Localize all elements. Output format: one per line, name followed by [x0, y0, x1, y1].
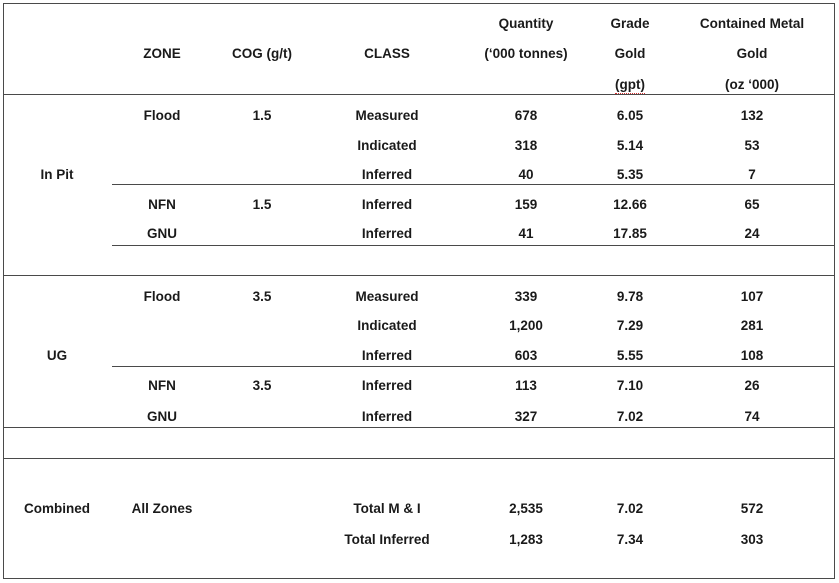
- zone-cell: All Zones: [131, 501, 193, 516]
- class-cell: Indicated: [357, 138, 417, 153]
- metal-cell: 74: [744, 409, 760, 424]
- quantity-cell: 41: [518, 226, 534, 241]
- ug-gnu-rule: [3, 427, 835, 428]
- header-class: CLASS: [364, 46, 410, 61]
- quantity-cell: 318: [514, 138, 538, 153]
- class-cell: Inferred: [361, 409, 413, 424]
- header-metal-unit: (oz ‘000): [724, 77, 780, 92]
- metal-cell: 572: [740, 501, 764, 516]
- grade-cell: 9.78: [616, 289, 644, 304]
- grade-cell: 5.14: [616, 138, 644, 153]
- header-quantity: Quantity: [498, 16, 554, 31]
- header-metal-element: Gold: [736, 46, 768, 61]
- header-grade: Grade: [610, 16, 650, 31]
- in-pit-end-rule: [3, 275, 835, 276]
- zone-cell: GNU: [147, 409, 177, 424]
- grade-cell: 7.02: [616, 501, 644, 516]
- cog-cell: 1.5: [252, 108, 272, 123]
- metal-cell: 65: [744, 197, 760, 212]
- quantity-cell: 1,283: [509, 532, 543, 547]
- ug-flood-rule: [112, 366, 835, 367]
- header-rule: [3, 94, 835, 95]
- in-pit-gnu-rule: [112, 245, 835, 246]
- section-label-in-pit: In Pit: [40, 167, 74, 182]
- zone-cell: NFN: [148, 378, 176, 393]
- cog-cell: 3.5: [252, 289, 272, 304]
- grade-cell: 7.02: [616, 409, 644, 424]
- zone-cell: Flood: [143, 108, 181, 123]
- header-cog: COG (g/t): [232, 46, 292, 61]
- quantity-cell: 2,535: [509, 501, 543, 516]
- header-zone: ZONE: [143, 46, 181, 61]
- quantity-cell: 159: [514, 197, 538, 212]
- grade-cell: 7.10: [616, 378, 644, 393]
- metal-cell: 281: [740, 318, 764, 333]
- class-cell: Measured: [355, 289, 419, 304]
- zone-cell: GNU: [147, 226, 177, 241]
- class-cell: Total M & I: [353, 501, 421, 516]
- class-cell: Inferred: [361, 226, 413, 241]
- quantity-cell: 339: [514, 289, 538, 304]
- grade-cell: 7.34: [616, 532, 644, 547]
- quantity-cell: 327: [514, 409, 538, 424]
- class-cell: Total Inferred: [344, 532, 430, 547]
- section-label-combined: Combined: [24, 501, 90, 516]
- header-grade-unit: (gpt): [615, 77, 645, 92]
- quantity-cell: 40: [518, 167, 534, 182]
- resource-table: [3, 3, 835, 579]
- quantity-cell: 678: [514, 108, 538, 123]
- grade-cell: 12.66: [613, 197, 647, 212]
- class-cell: Measured: [355, 108, 419, 123]
- in-pit-flood-rule: [112, 184, 835, 185]
- grade-cell: 7.29: [616, 318, 644, 333]
- class-cell: Inferred: [361, 378, 413, 393]
- zone-cell: Flood: [143, 289, 181, 304]
- header-grade-metal: Gold: [614, 46, 646, 61]
- metal-cell: 108: [740, 348, 764, 363]
- metal-cell: 107: [740, 289, 764, 304]
- metal-cell: 132: [740, 108, 764, 123]
- metal-cell: 7: [748, 167, 756, 182]
- metal-cell: 24: [744, 226, 760, 241]
- ug-end-rule: [3, 458, 835, 459]
- metal-cell: 303: [740, 532, 764, 547]
- quantity-cell: 603: [514, 348, 538, 363]
- quantity-cell: 1,200: [509, 318, 543, 333]
- cog-cell: 3.5: [252, 378, 272, 393]
- grade-cell: 5.35: [616, 167, 644, 182]
- metal-cell: 53: [744, 138, 760, 153]
- header-quantity-unit: (‘000 tonnes): [484, 46, 568, 61]
- class-cell: Inferred: [361, 197, 413, 212]
- grade-cell: 5.55: [616, 348, 644, 363]
- section-label-ug: UG: [46, 348, 68, 363]
- quantity-cell: 113: [515, 378, 537, 393]
- class-cell: Inferred: [361, 167, 413, 182]
- zone-cell: NFN: [148, 197, 176, 212]
- class-cell: Indicated: [357, 318, 417, 333]
- cog-cell: 1.5: [252, 197, 272, 212]
- class-cell: Inferred: [361, 348, 413, 363]
- grade-cell: 6.05: [616, 108, 644, 123]
- header-metal: Contained Metal: [699, 16, 805, 31]
- grade-cell: 17.85: [613, 226, 647, 241]
- metal-cell: 26: [744, 378, 760, 393]
